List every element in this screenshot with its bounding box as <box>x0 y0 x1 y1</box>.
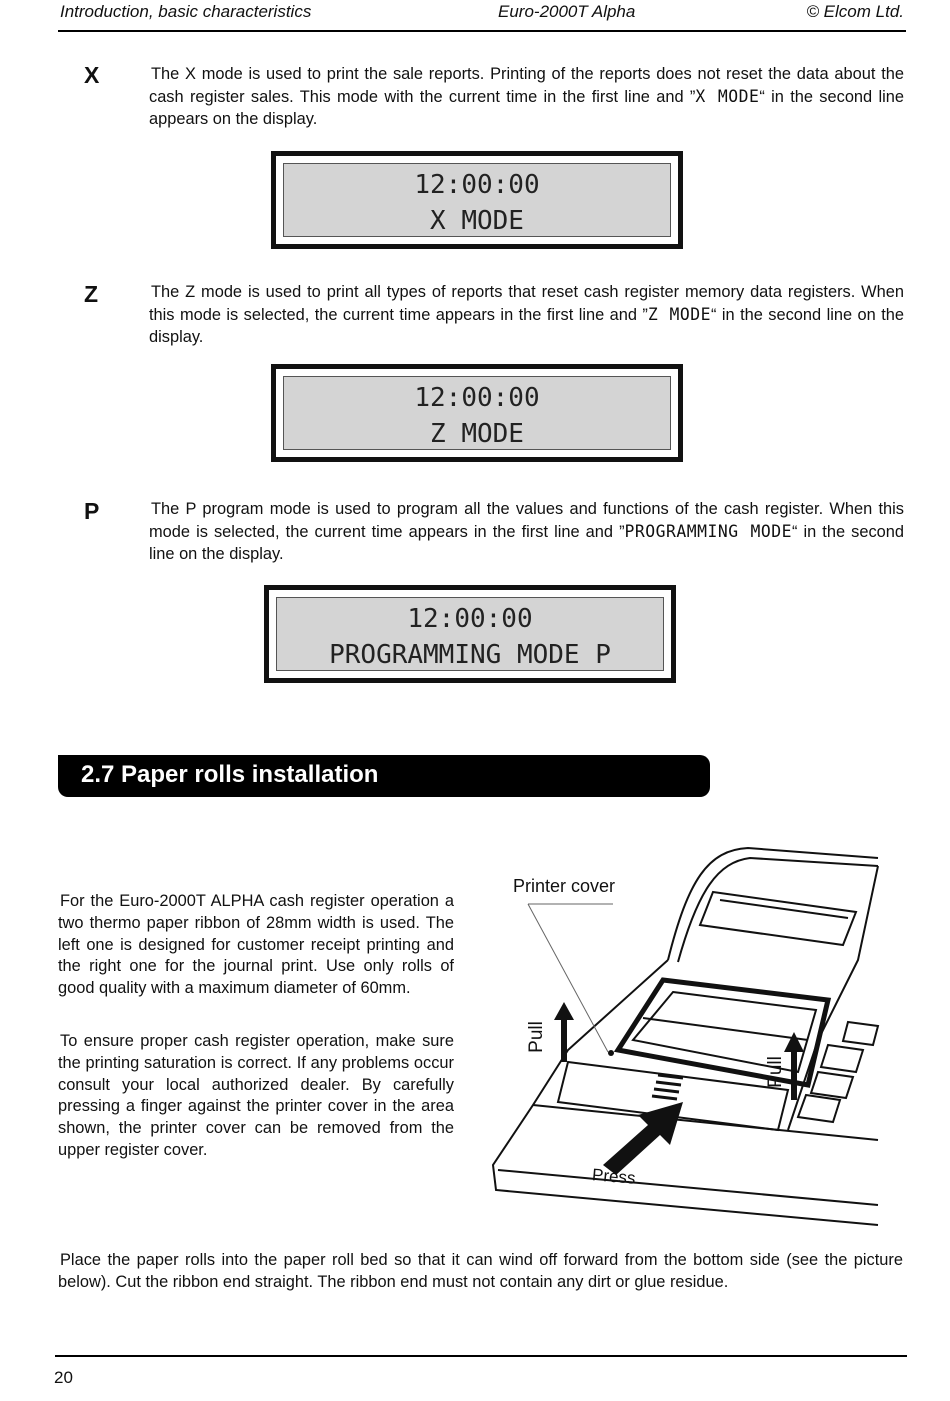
display-mode: PROGRAMMING MODE P <box>329 640 611 670</box>
label-pull-right: Pull <box>764 1056 786 1088</box>
header-chapter: Introduction, basic characteristics <box>60 2 312 21</box>
mode-letter-p: P <box>84 498 100 524</box>
page-header <box>58 0 906 32</box>
paper-ribbon-paragraph: For the Euro-2000T ALPHA cash register operation a two thermo paper ribbon of 28mm width is used. The left one is designed for customer receipt printing and the right one for the journal print. Use only rolls of good quality with a maximum diameter of 60mm. <box>58 892 454 998</box>
header-copyright: © Elcom Ltd. <box>806 2 904 21</box>
display-mode: X MODE <box>430 206 524 236</box>
x-mode-description: The X mode is used to print the sale reports. Printing of the reports does not reset the data about the cash register sales. This mode with the current time in the first line and ”X MODE“ in the second line appears on the display. <box>149 65 904 128</box>
display-time: 12:00:00 <box>414 383 540 413</box>
display-time: 12:00:00 <box>407 604 533 634</box>
p-mode-display <box>264 585 676 683</box>
display-mode: Z MODE <box>430 419 524 449</box>
section-heading <box>58 755 710 797</box>
z-mode-display <box>271 364 683 462</box>
label-printer-cover: Printer cover <box>513 876 616 896</box>
z-mode-description: The Z mode is used to print all types of reports that reset cash register memory data registers. When this mode is selected, the current time appears in the first line and ”Z MODE“ in the second line on the display. <box>149 283 904 346</box>
x-mode-display <box>271 151 683 249</box>
header-product: Euro-2000T Alpha <box>498 2 636 21</box>
label-pull-left: Pull <box>525 1021 547 1053</box>
mode-letter-z: Z <box>84 281 99 307</box>
section-title: 2.7 Paper rolls installation <box>81 761 379 788</box>
footer-divider <box>55 1355 907 1357</box>
mode-letter-x: X <box>84 62 100 88</box>
display-time: 12:00:00 <box>414 170 540 200</box>
page-number: 20 <box>54 1368 73 1387</box>
label-press: Press <box>591 1165 637 1188</box>
p-mode-description: The P program mode is used to program all the values and functions of the cash register. When this mode is selected, the current time appears in the first line and ”PROGRAMMING MODE“ in the second line on the display. <box>149 500 904 563</box>
printing-saturation-paragraph: To ensure proper cash register operation, make sure the printing saturation is correct. If any problems occur consult your local authorized dealer. By carefully pressing a finger against the printer cover in the area shown, the printer cover can be removed from the upper register cover. <box>58 1032 454 1159</box>
paper-roll-placement-paragraph: Place the paper rolls into the paper roll bed so that it can wind off forward from the bottom side (see the picture below). Cut the ribbon end straight. The ribbon end must not contain any dirt or glue residue. <box>58 1251 903 1291</box>
